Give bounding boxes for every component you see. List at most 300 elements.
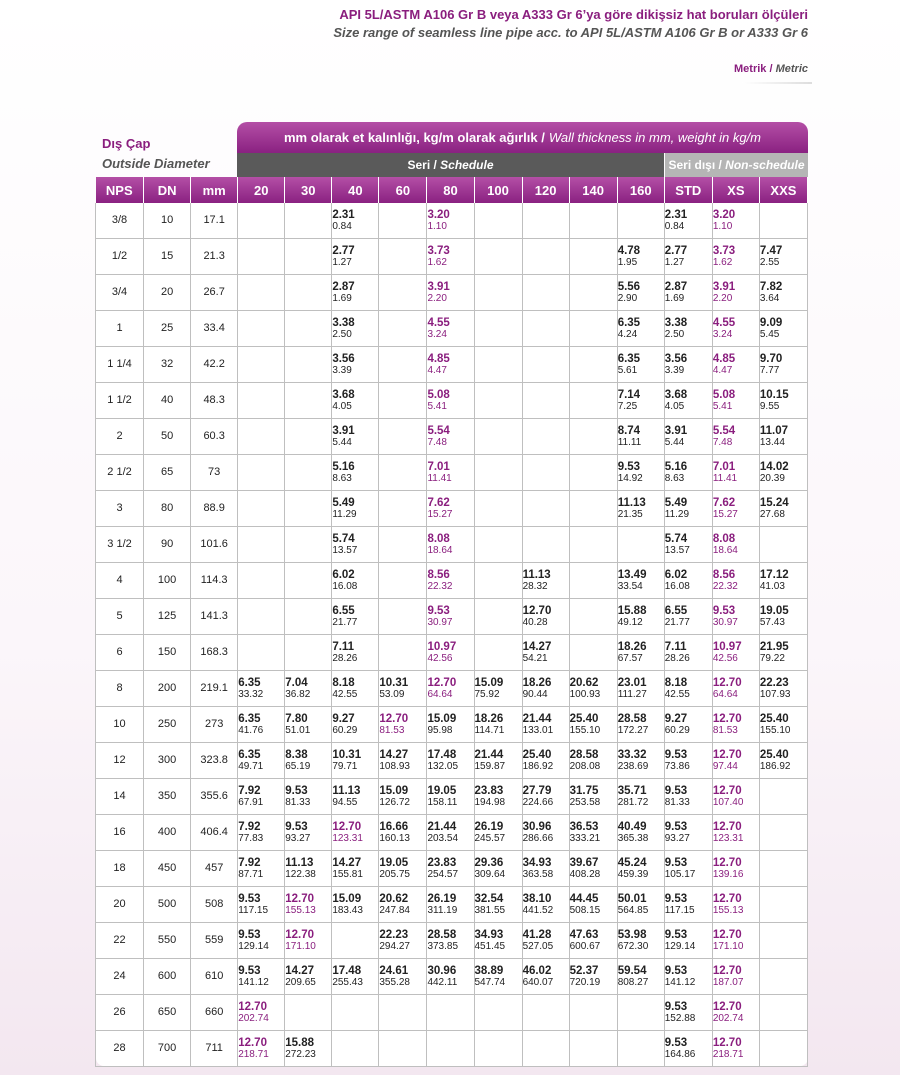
weight-value: 53.09 [379,688,405,700]
wall-thickness-value: 11.13 [522,568,551,581]
wall-thickness-value: 15.88 [617,604,647,617]
value-cell [664,310,712,346]
value-cell [238,778,285,814]
value-cell [474,814,522,850]
value-cell [285,994,332,1030]
weight-value: 42.56 [427,652,453,664]
wall-thickness-value: 12.70 [238,1036,267,1049]
column-header: 20 [238,177,285,203]
weight-value: 3.24 [427,328,447,340]
weight-value: 139.16 [712,868,744,880]
weight-value: 171.10 [285,940,316,952]
size-nps-cell: 22 [96,922,144,958]
weight-value: 4.47 [712,364,733,376]
value-cell [474,203,522,238]
wall-thickness-value: 9.53 [664,1000,688,1013]
value-cell [617,274,664,310]
weight-value: 132.05 [427,760,459,772]
weight-value: 0.84 [332,220,352,232]
value-cell [427,1030,474,1066]
value-cell [379,238,427,274]
value-cell [569,454,617,490]
weight-value: 253.58 [569,796,601,808]
wall-thickness-value: 7.47 [759,244,783,257]
value-cell [238,454,285,490]
wall-thickness-value: 3.91 [427,280,450,293]
size-mm-cell: 610 [191,958,238,994]
wall-thickness-value: 2.87 [664,280,688,293]
weight-value: 129.14 [238,940,269,952]
value-cell [474,274,522,310]
wall-thickness-value: 41.28 [522,928,552,941]
column-header: 40 [332,177,379,203]
wall-thickness-value: 45.24 [617,856,647,869]
size-dn-cell: 600 [144,958,191,994]
column-header: 60 [379,177,427,203]
value-cell [238,598,285,634]
weight-value: 30.97 [712,616,738,628]
weight-value: 640.07 [522,976,554,988]
weight-value: 2.90 [617,292,638,304]
value-cell [238,418,285,454]
size-dn-cell: 450 [144,850,191,886]
weight-value: 381.55 [474,904,506,916]
value-cell [522,238,569,274]
weight-value: 28.26 [332,652,358,664]
weight-value: 16.08 [332,580,358,592]
table-row [96,382,808,418]
size-dn-cell: 250 [144,706,191,742]
value-cell [617,634,664,670]
wall-thickness-value: 5.54 [712,424,736,437]
wall-thickness-value: 14.27 [379,748,409,761]
wall-thickness-value: 10.15 [759,388,789,401]
value-cell [712,310,759,346]
value-cell [379,526,427,562]
wall-thickness-value: 8.38 [285,748,308,761]
value-cell [474,562,522,598]
wall-thickness-value: 3.68 [664,388,688,401]
wall-thickness-value: 3.68 [332,388,355,401]
wall-thickness-value: 20.62 [569,676,599,689]
value-cell [332,850,379,886]
value-cell [617,958,664,994]
value-cell [617,814,664,850]
value-cell [522,598,569,634]
weight-value: 5.44 [332,436,352,448]
wall-thickness-value: 25.40 [759,748,789,761]
weight-value: 194.98 [474,796,506,808]
weight-value: 205.75 [379,868,410,880]
unit-label-en: Metric [775,63,808,75]
weight-value: 14.92 [617,472,643,484]
value-cell [427,203,474,238]
value-cell [427,706,474,742]
size-dn-cell: 15 [144,238,191,274]
pipe-size-table [95,177,808,1067]
wall-thickness-value: 38.89 [474,964,504,977]
value-cell [712,778,759,814]
weight-value: 5.41 [427,400,447,412]
size-dn-cell: 300 [144,742,191,778]
wall-thickness-value: 12.70 [712,784,742,797]
wall-thickness-value: 14.02 [759,460,789,473]
weight-value: 105.17 [664,868,696,880]
size-mm-cell: 114.3 [191,562,238,598]
weight-value: 13.57 [664,544,690,556]
value-cell [664,922,712,958]
wall-thickness-value: 15.88 [285,1036,315,1049]
wall-thickness-value: 3.91 [712,280,736,293]
value-cell [285,346,332,382]
value-cell [759,454,807,490]
value-cell [712,382,759,418]
weight-value: 42.56 [712,652,738,664]
weight-value: 3.64 [759,292,780,304]
weight-value: 224.66 [522,796,554,808]
weight-value: 67.57 [617,652,643,664]
weight-value: 18.64 [712,544,738,556]
non-schedule-label-tr: Seri dışı / [668,158,722,172]
value-cell [427,814,474,850]
size-dn-cell: 500 [144,886,191,922]
wall-thickness-value: 2.87 [332,280,355,293]
weight-value: 245.57 [474,832,506,844]
value-cell [664,634,712,670]
value-cell [522,706,569,742]
value-cell [285,526,332,562]
wall-thickness-value: 23.83 [474,784,504,797]
value-cell [379,346,427,382]
weight-value: 4.24 [617,328,638,340]
value-cell [617,706,664,742]
weight-value: 3.39 [664,364,685,376]
size-mm-cell: 26.7 [191,274,238,310]
weight-value: 11.11 [617,436,642,448]
weight-value: 171.10 [712,940,744,952]
weight-value: 186.92 [759,760,791,772]
table-row [96,886,808,922]
value-cell [664,706,712,742]
value-cell [712,526,759,562]
wall-thickness-value: 3.20 [427,208,450,221]
weight-value: 1.69 [664,292,685,304]
value-cell [522,203,569,238]
value-cell [474,598,522,634]
value-cell [664,526,712,562]
wall-thickness-value: 8.18 [332,676,355,689]
value-cell [285,886,332,922]
value-cell [569,634,617,670]
value-cell [427,382,474,418]
wall-thickness-value: 6.35 [617,352,641,365]
value-cell [332,598,379,634]
value-cell [427,994,474,1030]
wall-thickness-value: 9.53 [427,604,450,617]
value-cell [332,778,379,814]
value-cell [617,886,664,922]
wall-thickness-value: 4.85 [427,352,450,365]
size-nps-cell: 5 [96,598,144,634]
weight-value: 547.74 [474,976,506,988]
value-cell [427,886,474,922]
value-cell [379,490,427,526]
value-cell [664,598,712,634]
wall-thickness-value: 26.19 [474,820,504,833]
size-nps-cell: 24 [96,958,144,994]
value-cell [522,1030,569,1066]
wall-thickness-value: 8.18 [664,676,688,689]
size-nps-cell: 12 [96,742,144,778]
value-cell [712,670,759,706]
wall-thickness-value: 15.09 [427,712,457,725]
value-cell [332,742,379,778]
value-cell [569,346,617,382]
weight-value: 1.27 [332,256,352,268]
value-cell [569,418,617,454]
size-dn-cell: 700 [144,1030,191,1066]
value-cell [569,742,617,778]
wall-thickness-value: 5.08 [712,388,736,401]
value-cell [617,598,664,634]
value-cell [332,490,379,526]
weight-value: 255.43 [332,976,363,988]
weight-value: 60.29 [664,724,690,736]
wall-thickness-value: 12.70 [712,964,742,977]
weight-value: 22.32 [427,580,453,592]
wall-thickness-value: 12.70 [379,712,409,725]
weight-value: 164.86 [664,1048,696,1060]
weight-value: 272.23 [285,1048,316,1060]
column-header: 160 [617,177,664,203]
wall-thickness-value: 12.70 [712,928,742,941]
wall-thickness-value: 21.44 [427,820,457,833]
size-nps-cell: 2 [96,418,144,454]
wall-thickness-value: 9.53 [238,928,261,941]
value-cell [569,922,617,958]
weight-value: 672.30 [617,940,649,952]
value-cell [664,814,712,850]
weight-value: 2.50 [332,328,352,340]
wall-thickness-value: 18.26 [522,676,552,689]
weight-value: 186.92 [522,760,554,772]
wall-thickness-value: 11.13 [617,496,646,509]
weight-value: 442.11 [427,976,458,988]
table-row [96,634,808,670]
wall-thickness-value: 7.62 [427,496,450,509]
non-schedule-label-en: Non-schedule [725,158,805,172]
value-cell [569,274,617,310]
table-row [96,850,808,886]
value-cell [238,922,285,958]
value-cell [617,238,664,274]
value-cell [522,958,569,994]
wall-thickness-value: 31.75 [569,784,599,797]
unit-label [734,63,808,75]
table-row [96,454,808,490]
value-cell [285,778,332,814]
column-header: DN [144,177,191,203]
weight-value: 7.48 [712,436,733,448]
wall-thickness-value: 10.97 [712,640,742,653]
weight-value: 451.45 [474,940,506,952]
wall-thickness-value: 9.53 [238,964,261,977]
value-cell [427,742,474,778]
weight-value: 1.10 [427,220,447,232]
wall-thickness-value: 28.58 [569,748,599,761]
wall-thickness-value: 3.38 [332,316,355,329]
value-cell [285,634,332,670]
value-cell [712,706,759,742]
size-dn-cell: 125 [144,598,191,634]
wall-thickness-value: 26.19 [427,892,457,905]
weight-value: 8.63 [332,472,352,484]
wall-thickness-value: 10.31 [332,748,362,761]
wall-thickness-value: 27.79 [522,784,552,797]
table-row [96,418,808,454]
wall-thickness-label-en: Wall thickness in mm, weight in kg/m [548,130,761,145]
wall-thickness-value: 3.73 [712,244,736,257]
size-nps-cell: 20 [96,886,144,922]
value-cell [238,886,285,922]
value-cell [522,850,569,886]
weight-value: 1.62 [427,256,447,268]
value-cell [664,418,712,454]
table-body [96,203,808,1066]
value-cell [712,922,759,958]
weight-value: 117.15 [664,904,695,916]
value-cell [285,310,332,346]
value-cell [569,670,617,706]
wall-thickness-value: 9.70 [759,352,783,365]
wall-thickness-value: 17.12 [759,568,789,581]
wall-thickness-value: 29.36 [474,856,504,869]
weight-value: 5.44 [664,436,685,448]
weight-value: 203.54 [427,832,459,844]
weight-value: 49.12 [617,616,643,628]
table-row [96,706,808,742]
wall-thickness-value: 9.27 [664,712,688,725]
weight-value: 3.39 [332,364,352,376]
weight-value: 1.10 [712,220,733,232]
wall-thickness-value: 32.54 [474,892,504,905]
value-cell [238,310,285,346]
weight-value: 183.43 [332,904,363,916]
wall-thickness-value: 53.98 [617,928,647,941]
weight-value: 100.93 [569,688,601,700]
table-row [96,922,808,958]
weight-value: 3.24 [712,328,733,340]
table-row [96,1030,808,1066]
weight-value: 67.91 [238,796,264,808]
value-cell [238,958,285,994]
size-mm-cell: 406.4 [191,814,238,850]
weight-value: 93.27 [285,832,311,844]
value-cell [474,346,522,382]
weight-value: 202.74 [238,1012,269,1024]
value-cell [759,562,807,598]
value-cell [759,238,807,274]
weight-value: 28.32 [522,580,548,592]
weight-value: 18.64 [427,544,453,556]
value-cell [238,634,285,670]
wall-thickness-value: 3.56 [332,352,355,365]
wall-thickness-value: 11.07 [759,424,789,437]
wall-thickness-value: 17.48 [427,748,457,761]
wall-thickness-value: 12.70 [427,676,457,689]
column-header: 100 [474,177,522,203]
value-cell [522,274,569,310]
value-cell [569,886,617,922]
wall-thickness-value: 9.53 [664,928,688,941]
weight-value: 5.61 [617,364,638,376]
value-cell [617,203,664,238]
weight-value: 15.27 [712,508,738,520]
table-row [96,814,808,850]
value-cell [285,454,332,490]
value-cell [522,526,569,562]
wall-thickness-value: 12.70 [332,820,362,833]
wall-thickness-value: 12.70 [712,712,742,725]
value-cell [759,958,807,994]
weight-value: 81.53 [712,724,738,736]
value-cell [238,238,285,274]
value-cell [427,634,474,670]
wall-thickness-value: 14.27 [522,640,552,653]
column-header: 80 [427,177,474,203]
schedule-bar [237,153,664,177]
weight-value: 111.27 [617,688,647,700]
wall-thickness-value: 28.58 [617,712,647,725]
weight-value: 408.28 [569,868,601,880]
value-cell [569,526,617,562]
weight-value: 2.20 [427,292,447,304]
value-cell [712,346,759,382]
wall-thickness-value: 21.44 [474,748,504,761]
weight-value: 0.84 [664,220,685,232]
wall-thickness-value: 13.49 [617,568,647,581]
weight-value: 286.66 [522,832,554,844]
wall-thickness-value: 7.14 [617,388,641,401]
value-cell [664,238,712,274]
non-schedule-bar [665,153,808,177]
column-header: mm [191,177,238,203]
weight-value: 311.19 [427,904,458,916]
value-cell [427,922,474,958]
wall-thickness-value: 8.56 [427,568,450,581]
wall-thickness-value: 6.35 [238,712,261,725]
value-cell [427,598,474,634]
value-cell [285,742,332,778]
weight-value: 141.12 [238,976,269,988]
value-cell [617,922,664,958]
weight-value: 60.29 [332,724,358,736]
value-cell [569,778,617,814]
weight-value: 5.45 [759,328,780,340]
wall-thickness-value: 5.54 [427,424,450,437]
size-nps-cell: 1 1/2 [96,382,144,418]
wall-thickness-value: 11.13 [332,784,361,797]
table-row [96,994,808,1030]
value-cell [522,562,569,598]
wall-thickness-value: 11.13 [285,856,314,869]
value-cell [569,598,617,634]
value-cell [522,454,569,490]
weight-value: 64.64 [427,688,453,700]
unit-label-tr: Metrik [734,63,767,75]
value-cell [332,814,379,850]
weight-value: 527.05 [522,940,554,952]
